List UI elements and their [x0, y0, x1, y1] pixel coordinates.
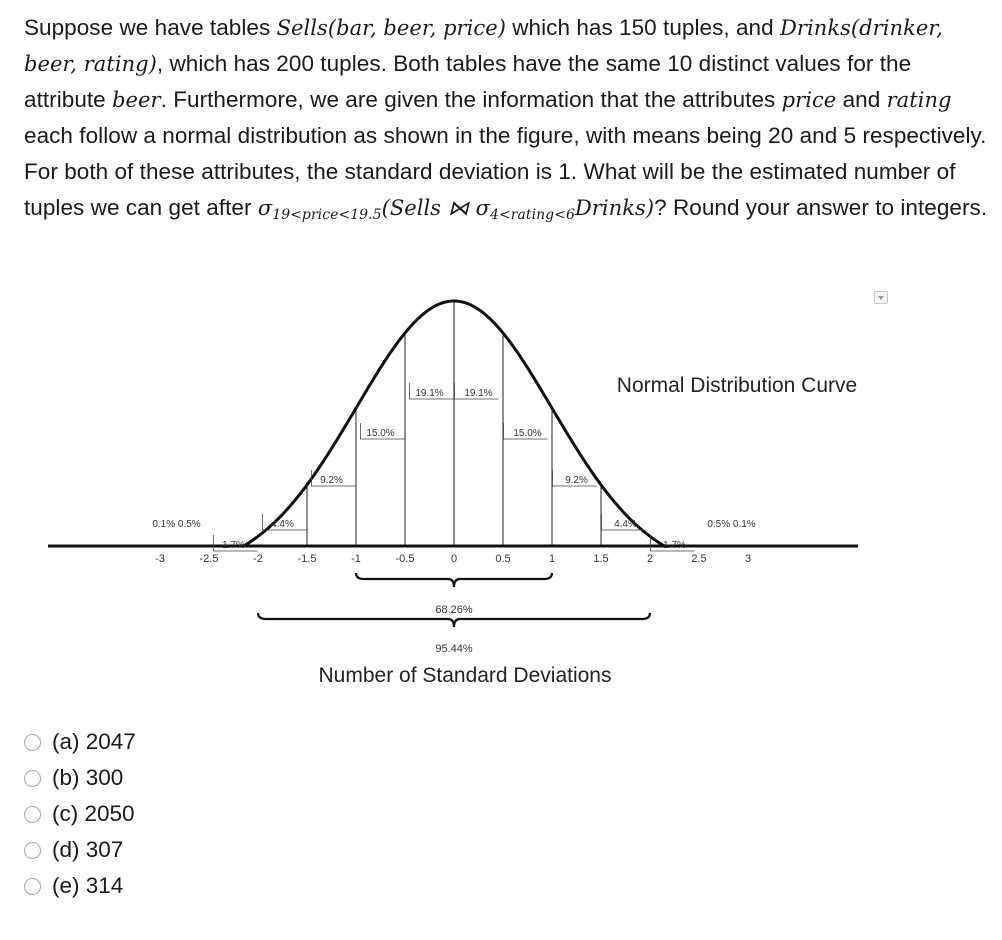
- radio-button[interactable]: [24, 842, 41, 859]
- brace-1sd-label: 68.26%: [435, 604, 473, 616]
- x-tick-label: 2.5: [691, 553, 707, 565]
- x-tick-label: 2: [646, 553, 654, 565]
- option-label: (c) 2050: [52, 801, 135, 826]
- x-tick-label: 1: [548, 553, 556, 565]
- option-d[interactable]: [24, 832, 136, 868]
- price-condition: 19<price<19.5: [272, 207, 382, 223]
- band-percentage: 1.7%: [222, 540, 245, 551]
- question-part: . Furthermore, we are given the information that the attributes: [160, 87, 782, 112]
- option-label: (d) 307: [52, 837, 124, 862]
- x-tick-label: -1.5: [297, 553, 317, 565]
- question-text: [24, 10, 994, 233]
- brace-1sd: [356, 573, 552, 587]
- band-percentage: 9.2%: [320, 475, 343, 486]
- question-part: ? Round your answer to integers.: [654, 195, 988, 220]
- x-tick-label: 0: [450, 553, 458, 565]
- option-c[interactable]: [24, 796, 136, 832]
- rating-condition: 4<rating<6: [490, 207, 575, 223]
- attribute-beer: beer: [112, 88, 161, 112]
- dropdown-arrow-icon[interactable]: [874, 291, 888, 304]
- band-percentage: 4.4%: [271, 519, 294, 530]
- question-part: each follow a normal distribution as shown in the figure, with means being 20 and 5 respectively. For both of these attributes, the standard deviation is 1. What will be the estimated number of tuples we can get after: [24, 123, 987, 220]
- option-label: (a) 2047: [52, 729, 136, 754]
- x-tick-label: 0.5: [495, 553, 511, 565]
- band-percentage: 1.7%: [663, 540, 686, 551]
- option-a[interactable]: [24, 724, 136, 760]
- radio-button[interactable]: [24, 734, 41, 751]
- x-axis-label: Number of Standard Deviations: [318, 664, 612, 687]
- x-tick-label: 3: [744, 553, 752, 565]
- x-tick-label: 1.5: [593, 553, 609, 565]
- band-percentage: 19.1%: [464, 388, 493, 399]
- band-percentage: 15.0%: [366, 428, 395, 439]
- band-percentage: 4.4%: [614, 519, 637, 530]
- x-tick-label: -2.5: [199, 553, 219, 565]
- attribute-rating: rating: [886, 88, 952, 112]
- join-expression-close: Drinks): [574, 196, 655, 220]
- question-part: , which has 200 tuples. Both tables have the same 10 distinct values for the attribute: [24, 51, 912, 112]
- x-tick-label: -0.5: [395, 553, 415, 565]
- x-tick-label: -1: [351, 553, 361, 565]
- chart-title: Normal Distribution Curve: [616, 374, 858, 397]
- band-percentage: 15.0%: [513, 428, 542, 439]
- question-part: Suppose we have tables: [24, 15, 277, 40]
- radio-button[interactable]: [24, 806, 41, 823]
- sigma-symbol: σ: [257, 196, 273, 220]
- x-tick-label: -2: [253, 553, 263, 565]
- join-expression-open: (Sells ⋈: [381, 196, 476, 220]
- band-percentage: 0.5% 0.1%: [707, 519, 756, 530]
- drinks-schema: Drinks(drinker, beer, rating): [24, 16, 943, 76]
- band-percentage: 19.1%: [415, 388, 444, 399]
- answer-options: [24, 724, 136, 904]
- question-part: and: [836, 87, 887, 112]
- band-percentage: 9.2%: [565, 475, 588, 486]
- option-e[interactable]: [24, 868, 136, 904]
- option-b[interactable]: [24, 760, 136, 796]
- option-label: (b) 300: [52, 765, 124, 790]
- radio-button[interactable]: [24, 878, 41, 895]
- band-percentage: 0.1% 0.5%: [152, 519, 201, 530]
- normal-distribution-figure: [0, 276, 1002, 710]
- normal-curve-chart: [0, 276, 1002, 710]
- question-part: which has 150 tuples, and: [505, 15, 774, 40]
- sigma-symbol: σ: [475, 196, 491, 220]
- brace-2sd-label: 95.44%: [435, 643, 473, 655]
- radio-button[interactable]: [24, 770, 41, 787]
- option-label: (e) 314: [52, 873, 124, 898]
- x-tick-label: -3: [155, 553, 165, 565]
- sells-schema: Sells(bar, beer, price): [276, 16, 506, 40]
- attribute-price: price: [781, 88, 837, 112]
